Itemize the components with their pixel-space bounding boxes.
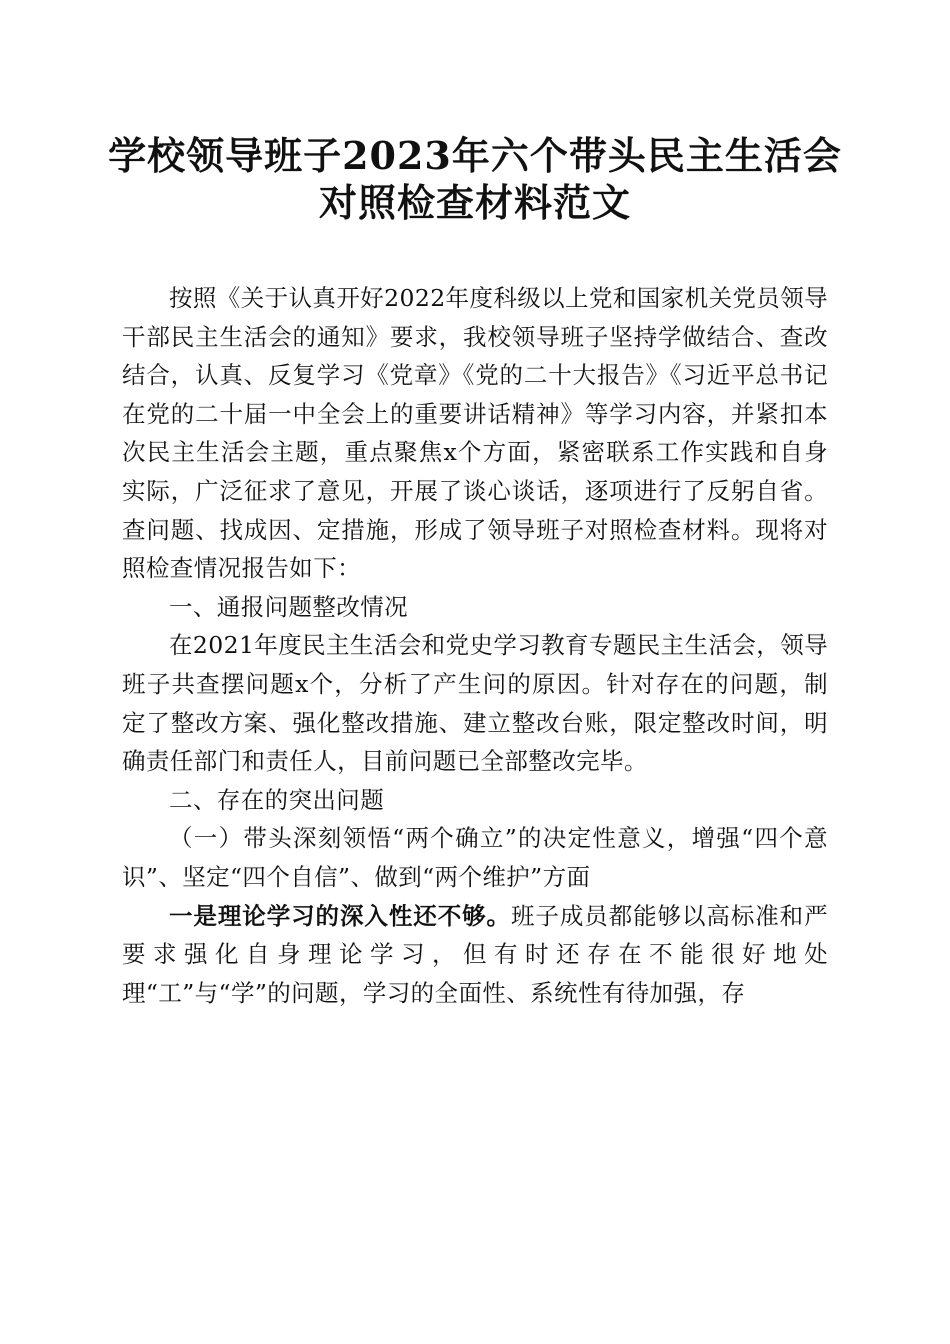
point-1-paragraph: [122, 897, 828, 1013]
section-1-heading: 一、通报问题整改情况: [169, 592, 408, 621]
point-1-lead: 一是理论学习的深入性还不够。: [169, 901, 511, 930]
section-1-paragraph: 在2021年度民主生活会和党史学习教育专题民主生活会，领导班子共查摆问题x个，分析了产生问的原因。针对存在的问题，制定了整改方案、强化整改措施、建立整改台账，限定整改时间，明确责任部门和责任人，目前问题已全部整改完毕。: [122, 631, 828, 776]
document-body: [122, 279, 828, 1012]
document-title: 学校领导班子2023年六个带头民主生活会对照检查材料范文: [108, 133, 842, 225]
subsection-1-heading: （一）带头深刻领悟“两个确立”的决定性意义，增强“四个意识”、坚定“四个自信”、做到“两个维护”方面: [122, 824, 828, 891]
point-1-text: 班子成员都能够以高标准和严要求强化自身理论学习，但有时还存在不能很好地处理“工”与“学”的问题，学习的全面性、系统性有待加强，存: [122, 901, 829, 1007]
intro-paragraph: 按照《关于认真开好2022年度科级以上党和国家机关党员领导干部民主生活会的通知》要求，我校领导班子坚持学做结合、查改结合，认真、反复学习《党章》《党的二十大报告》《习近平总书记在党的二十届一中全会上的重要讲话精神》等学习内容，并紧扣本次民主生活会主题，重点聚焦x个方面，紧密联系工作实践和自身实际，广泛征求了意见，开展了谈心谈话，逐项进行了反躬自省。查问题、找成因、定措施，形成了领导班子对照检查材料。现将对照检查情况报告如下：: [122, 284, 828, 583]
section-2-heading: 二、存在的突出问题: [169, 785, 385, 814]
